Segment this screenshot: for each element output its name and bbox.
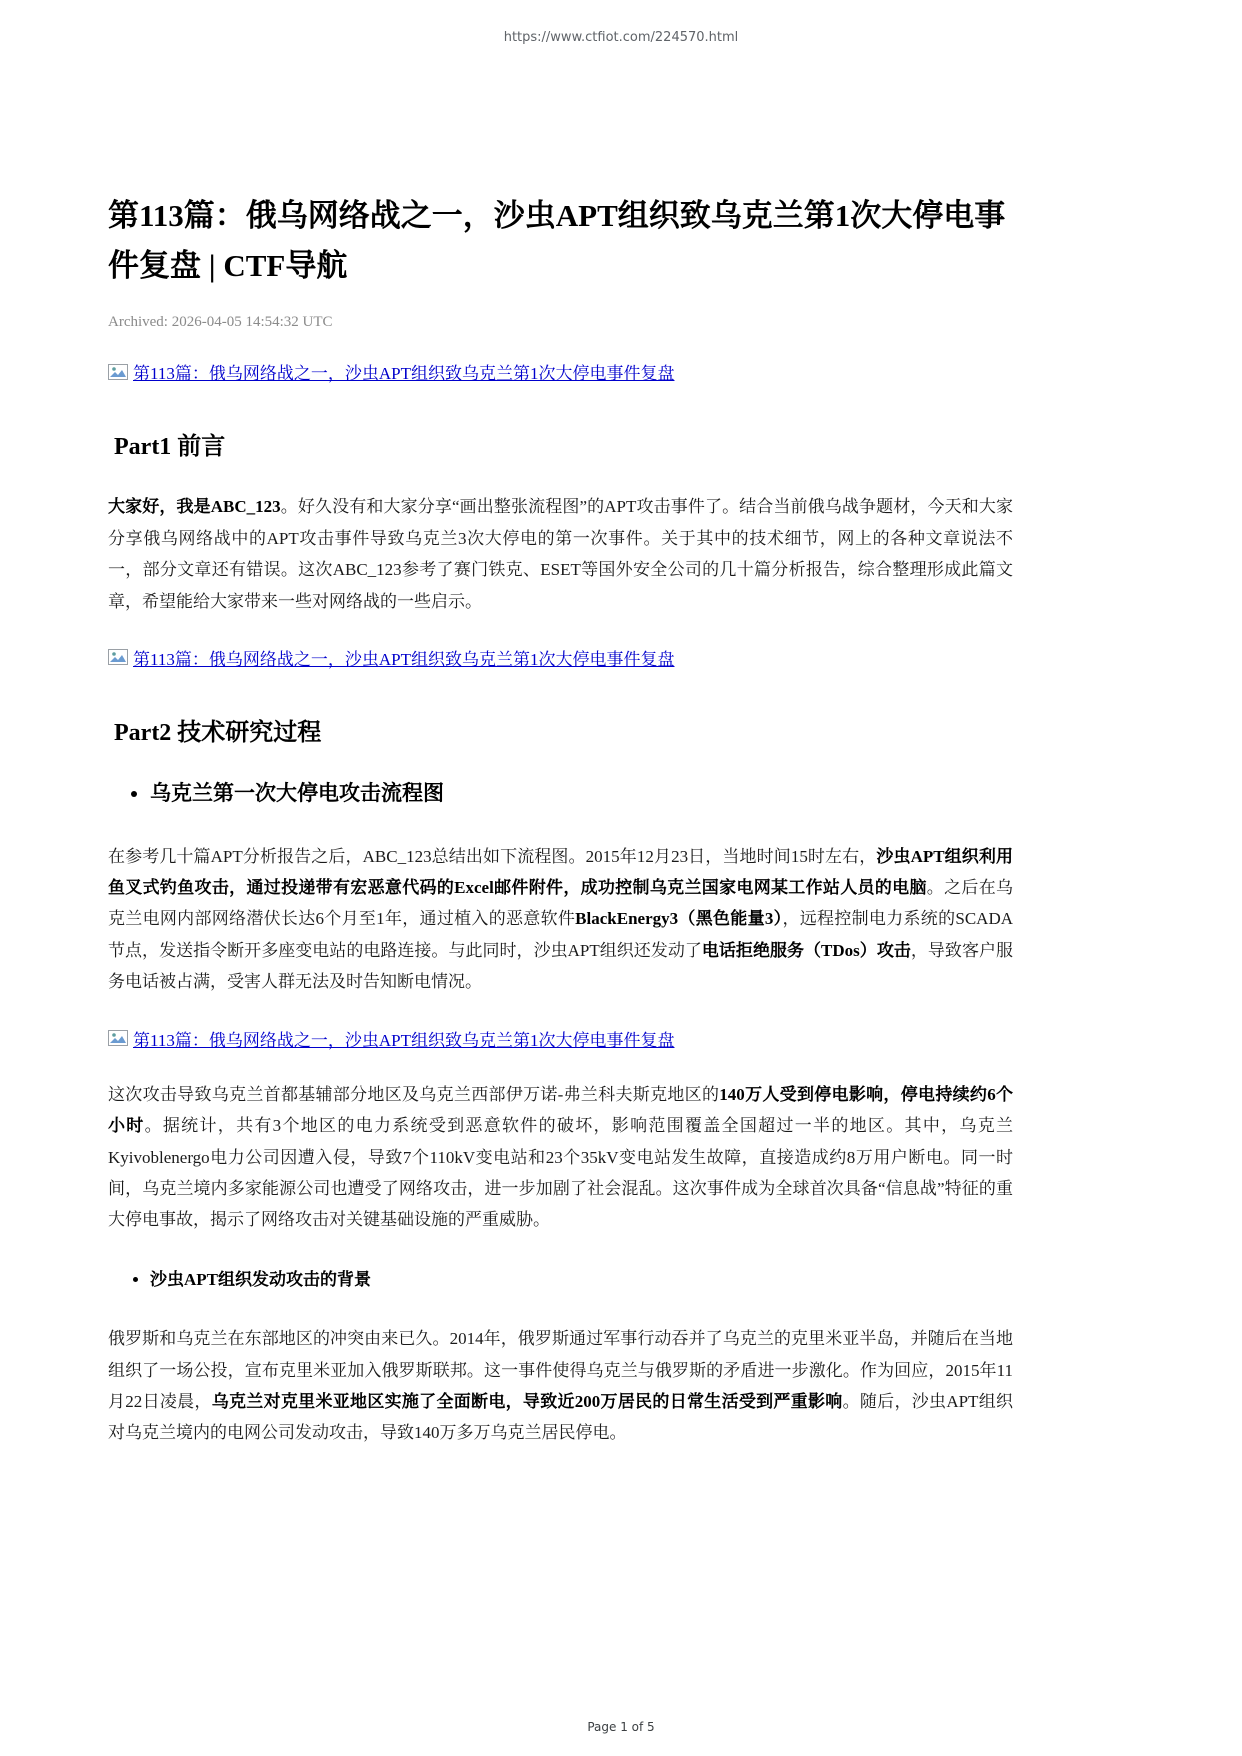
page-number: Page 1 of 5 (587, 1720, 655, 1734)
paragraph-impact: 这次攻击导致乌克兰首都基辅部分地区及乌克兰西部伊万诺-弗兰科夫斯克地区的140万人受到停电影响，停电持续约6个小时。据统计，共有3个地区的电力系统受到恶意软件的破坏，影响范围覆盖全国超过一半的地区。其中，乌克兰Kyivoblenergo电力公司因遭入侵，导致7个110kV变电站和23个35kV变电站发生故障，直接造成约8万用户断电。同一时间，乌克兰境内多家能源公司也遭受了网络攻击，进一步加剧了社会混乱。这次事件成为全球首次具备“信息战”特征的重大停电事故，揭示了网络攻击对关键基础设施的严重威胁。 (108, 1084, 1013, 1230)
part2-heading: Part2 技术研究过程 (114, 719, 322, 746)
broken-image-icon (108, 364, 128, 380)
article-image-link[interactable]: 第113篇：俄乌网络战之一，沙虫APT组织致乌克兰第1次大停电事件复盘 (133, 649, 675, 669)
bullet-background-title: • 沙虫APT组织发动攻击的背景 (150, 1266, 1013, 1293)
paragraph-attack-flow: 在参考几十篇APT分析报告之后，ABC_123总结出如下流程图。2015年12月23日，当地时间15时左右，沙虫APT组织利用鱼叉式钓鱼攻击，通过投递带有宏恶意代码的Excel邮件附件，成功控制乌克兰国家电网某工作站人员的电脑。之后在乌克兰电网内部网络潜伏长达6个月至1年，通过植入的恶意软件BlackEnergy3（黑色能量3），远程控制电力系统的SCADA节点，发送指令断开多座变电站的电路连接。与此同时，沙虫APT组织还发动了电话拒绝服务（TDos）攻击，导致客户服务电话被占满，受害人群无法及时告知断电情况。 (108, 846, 1014, 992)
article-content (108, 191, 1013, 1449)
article-image-link[interactable]: 第113篇：俄乌网络战之一，沙虫APT组织致乌克兰第1次大停电事件复盘 (133, 364, 675, 384)
paragraph-intro: 大家好，我是ABC_123。好久没有和大家分享“画出整张流程图”的APT攻击事件了。结合当前俄乌战争题材，今天和大家分享俄乌网络战中的APT攻击事件导致乌克兰3次大停电的第一次事件。关于其中的技术细节，网上的各种文章说法不一，部分文章还有错误。这次ABC_123参考了赛门铁克、ESET等国外安全公司的几十篇分析报告，综合整理形成此篇文章，希望能给大家带来一些对网络战的一些启示。 (108, 497, 1013, 611)
archived-timestamp: Archived: 2026-04-05 14:54:32 UTC (108, 314, 333, 331)
paragraph-background: 俄罗斯和乌克兰在东部地区的冲突由来已久。2014年，俄罗斯通过军事行动吞并了乌克兰的克里米亚半岛，并随后在当地组织了一场公投，宣布克里米亚加入俄罗斯联邦。这一事件使得乌克兰与俄罗斯的矛盾进一步激化。作为回应，2015年11月22日凌晨，乌克兰对克里米亚地区实施了全面断电，导致近200万居民的日常生活受到严重影响。随后，沙虫APT组织对乌克兰境内的电网公司发动攻击，导致140万多万乌克兰居民停电。 (108, 1329, 1014, 1443)
broken-image-icon (108, 1030, 128, 1046)
page-url: https://www.ctfiot.com/224570.html (503, 30, 739, 45)
bullet-list-flowchart (150, 777, 1013, 811)
part1-heading: Part1 前言 (114, 434, 226, 461)
page-title: 第113篇：俄乌网络战之一，沙虫APT组织致乌克兰第1次大停电事件复盘 | CTF导航 (108, 198, 1006, 283)
article-image-link[interactable]: 第113篇：俄乌网络战之一，沙虫APT组织致乌克兰第1次大停电事件复盘 (133, 1030, 675, 1050)
bullet-list-background (150, 1266, 1013, 1293)
bullet-flowchart-title: • 乌克兰第一次大停电攻击流程图 (150, 777, 1013, 811)
broken-image-icon (108, 649, 128, 665)
article-image-link-row-2 (108, 645, 1013, 670)
article-image-link-row-1 (108, 359, 1013, 384)
article-image-link-row-3 (108, 1026, 1013, 1051)
